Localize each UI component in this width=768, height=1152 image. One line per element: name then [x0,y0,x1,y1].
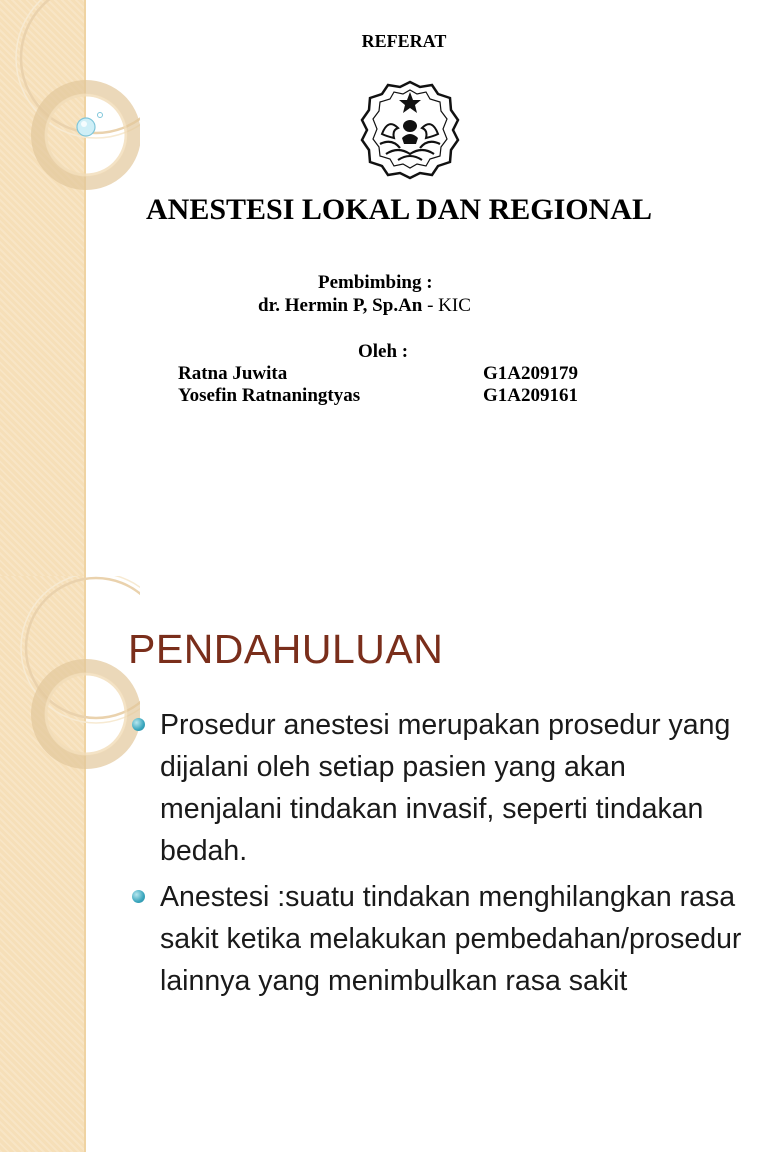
authors-label: Oleh : [358,341,409,362]
decorative-rings [0,0,140,576]
advisor-label: Pembimbing : [318,272,433,293]
bullet-dot-icon [132,890,145,903]
author-name: Ratna Juwita [178,363,288,384]
section-title: PENDAHULUAN [128,626,444,672]
bullet-text: Anestesi :suatu tindakan menghilangkan rasa sakit ketika melakukan pembedahan/prosedur lainnya yang menimbulkan rasa sakit [160,881,742,997]
advisor-suffix: - KIC [422,295,471,316]
advisor-name: dr. Hermin P, Sp.An [258,295,423,316]
author-id: G1A209161 [483,385,578,406]
bullet-item [132,876,742,1002]
university-seal-icon [358,78,462,180]
decorative-rings [0,576,140,1152]
bullet-list [132,704,742,1006]
bullet-text: Prosedur anestesi merupakan prosedur yang dijalani oleh setiap pasien yang akan menjalani tindakan invasif, seperti tindakan bedah. [160,709,731,867]
slide-main-title: ANESTESI LOKAL DAN REGIONAL [146,193,652,226]
bullet-dot-icon [132,718,145,731]
author-id: G1A209179 [483,363,578,384]
bullet-item [132,704,742,872]
author-name: Yosefin Ratnaningtyas [178,385,361,406]
slide-introduction [0,576,768,1152]
advisor-line [258,295,471,317]
kicker-label: REFERAT [361,31,447,51]
